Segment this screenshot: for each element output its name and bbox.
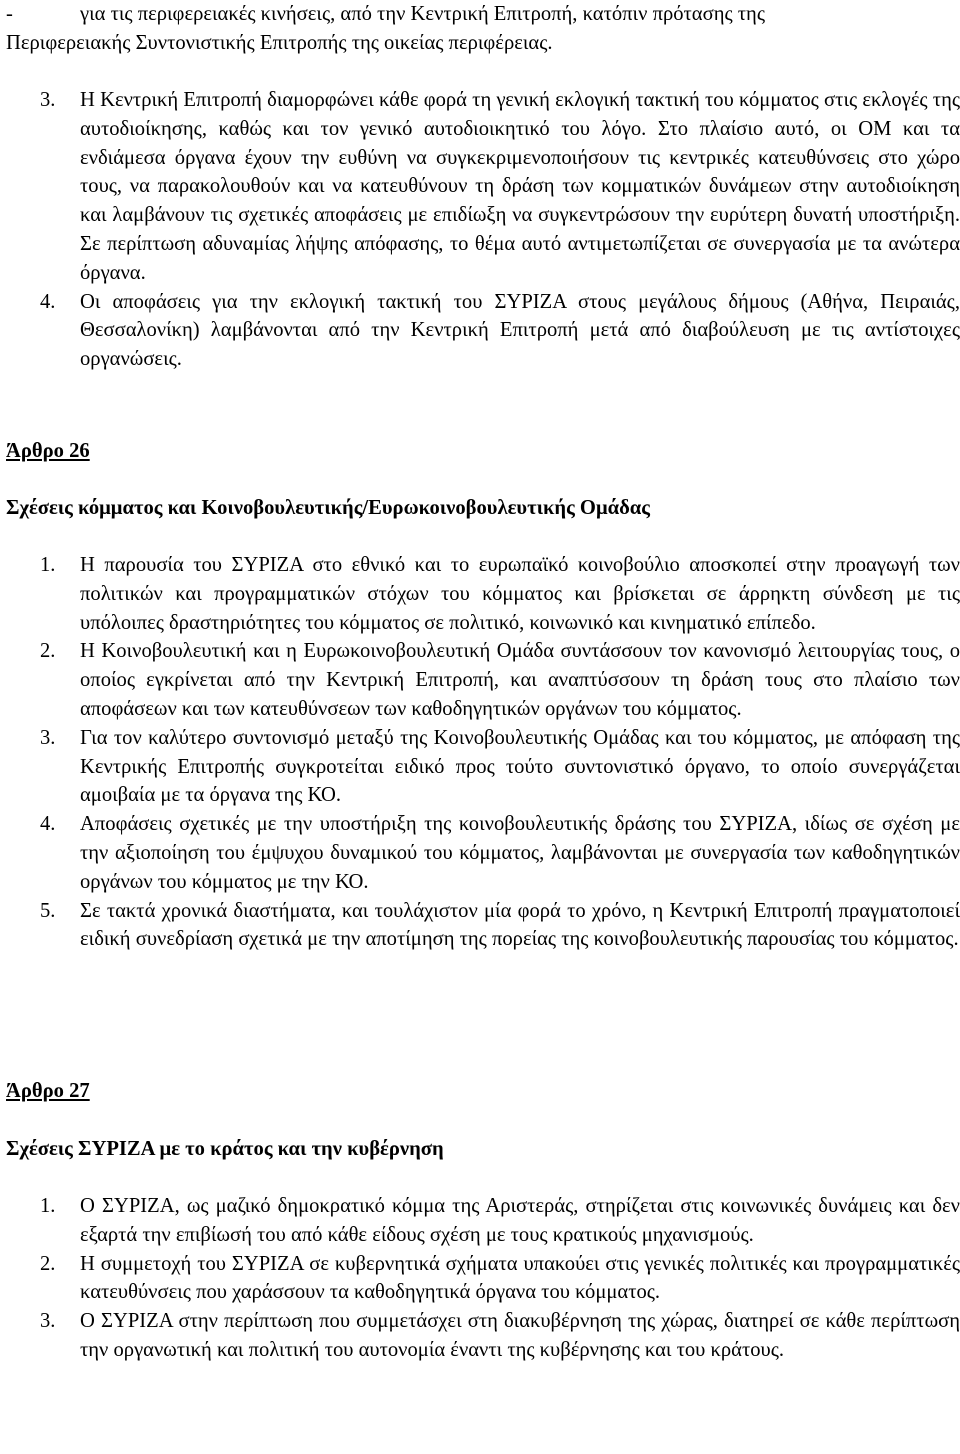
list-item — [0, 288, 960, 374]
item-text: Η παρουσία του ΣΥΡΙΖΑ στο εθνικό και το ευρωπαϊκό κοινοβούλιο αποσκοπεί στην προαγωγή των πολιτικών και προγραμματικών στόχων του κόμματος και βρίσκεται σε άρρηκτη σύνδεση με τις υπόλοιπες δραστηριότητες του κόμματος σε πολιτικό, κοινωνικό και κινηματικό επίπεδο. — [80, 554, 960, 634]
item-number: 2. — [40, 640, 56, 663]
item-text: Αποφάσεις σχετικές με την υποστήριξη της κοινοβουλευτικής δράσης του ΣΥΡΙΖΑ, ιδίως σε σχέση με την αξιοποίηση του έμψυχου δυναμικού του κόμματος, λαμβάνονται με συνεργασία των καθοδηγητικών οργάνων του κόμματος με την ΚΟ. — [80, 813, 960, 893]
item-text: Η Κοινοβουλευτική και η Ευρωκοινοβουλευτική Ομάδα συντάσσουν τον κανονισμό λειτουργίας τους, ο οποίος εγκρίνεται από την Κεντρική Επιτροπή, και αναπτύσσουν τη δράση τους στο πλαίσιο των αποφάσεων και των κατευθύνσεων των καθοδηγητικών οργάνων του κόμματος. — [80, 640, 960, 720]
item-text: Για τον καλύτερο συντονισμό μεταξύ της Κοινοβουλευτικής Ομάδας και του κόμματος, με απόφαση της Κεντρικής Επιτροπής συγκροτείται ειδικό προς τούτο συντονιστικό όργανο, το οποίο συνεργάζεται αμοιβαία με τα όργανα της ΚΟ. — [80, 726, 960, 807]
article-27-subtitle: Σχέσεις ΣΥΡΙΖΑ με το κράτος και την κυβέρνηση — [6, 1138, 444, 1160]
list-item — [0, 86, 960, 288]
list-item — [0, 637, 960, 723]
item-number: 3. — [40, 726, 56, 749]
list-item — [0, 1192, 960, 1250]
item-number: 4. — [40, 813, 56, 836]
item-number: 3. — [40, 89, 56, 111]
intro-line-2: Περιφερειακής Συντονιστικής Επιτροπής της οικείας περιφέρειας. — [6, 31, 553, 54]
intro-dash-item — [0, 0, 960, 58]
item-number: 3. — [40, 1310, 56, 1333]
intro-line-1: για τις περιφερειακές κινήσεις, από την Κεντρική Επιτροπή, κατόπιν πρότασης της — [80, 3, 765, 25]
dash-bullet: - — [6, 3, 13, 25]
item-text: Ο ΣΥΡΙΖΑ, ως μαζικό δημοκρατικό κόμμα της Αριστεράς, στηρίζεται στις κοινωνικές δυνάμεις και δεν εξαρτά την επιβίωσή του από κάθε είδους σχέση με τους κρατικούς μηχανισμούς. — [80, 1195, 960, 1246]
item-text: Η Κεντρική Επιτροπή διαμορφώνει κάθε φορά τη γενική εκλογική τακτική του κόμματος στις εκλογές της αυτοδιοίκησης, καθώς και τον γενικό αυτοδιοικητικό του λόγο. Στο πλαίσιο αυτό, οι ΟΜ και τα ενδιάμεσα όργανα έχουν την ευθύνη να συγκεκριμενοποιήσουν τις κεντρικές κατευθύνσεις στο χώρο τους, να παρακολουθούν και να κατευθύνουν τη δράση των κομματικών δυνάμεων στην αυτοδιοίκηση και λαμβάνουν τις σχετικές αποφάσεις με επιδίωξη να συγκεντρώσουν την ευρύτερη δυνατή υποστήριξη. Σε περίπτωση αδυναμίας λήψης απόφασης, το θέμα αυτό αντιμετωπίζεται σε συνεργασία με τα ανώτερα όργανα. — [80, 89, 960, 284]
item-number: 5. — [40, 899, 56, 922]
list-a — [0, 86, 960, 374]
list-item — [0, 724, 960, 810]
item-text: Ο ΣΥΡΙΖΑ στην περίπτωση που συμμετάσχει στη διακυβέρνηση της χώρας, διατηρεί σε κάθε περίπτωση την οργανωτική και πολιτική του αυτονομία έναντι της κυβέρνησης και του κράτους. — [80, 1310, 960, 1361]
article-27-list — [0, 1192, 960, 1365]
article-26-list — [0, 551, 960, 954]
item-text: Η συμμετοχή του ΣΥΡΙΖΑ σε κυβερνητικά σχήματα υπακούει στις γενικές πολιτικές και προγραμματικές κατευθύνσεις που χαράσσουν τα καθοδηγητικά όργανα του κόμματος. — [80, 1252, 960, 1304]
item-text: Οι αποφάσεις για την εκλογική τακτική του ΣΥΡΙΖΑ στους μεγάλους δήμους (Αθήνα, Πειραιάς, Θεσσαλονίκη) λαμβάνονται από την Κεντρική Επιτροπή μετά από διαβούλευση με τις αντίστοιχες οργανώσεις. — [80, 290, 960, 371]
item-number: 4. — [40, 290, 56, 313]
article-26-subtitle: Σχέσεις κόμματος και Κοινοβουλευτικής/Ευρωκοινοβουλευτικής Ομάδας — [6, 497, 650, 519]
item-number: 2. — [40, 1252, 56, 1275]
item-number: 1. — [40, 554, 56, 576]
list-item — [0, 897, 960, 955]
article-26-title: Άρθρο 26 — [6, 440, 90, 462]
list-item — [0, 551, 960, 637]
list-item — [0, 1250, 960, 1308]
list-item — [0, 810, 960, 896]
list-item — [0, 1307, 960, 1365]
item-text: Σε τακτά χρονικά διαστήματα, και τουλάχιστον μία φορά το χρόνο, η Κεντρική Επιτροπή πραγματοποιεί ειδική συνεδρίαση σχετικά με την αποτίμηση της πορείας της κοινοβουλευτικής παρουσίας του κόμματος. — [80, 899, 960, 951]
item-number: 1. — [40, 1195, 56, 1217]
article-27-title: Άρθρο 27 — [6, 1080, 90, 1102]
